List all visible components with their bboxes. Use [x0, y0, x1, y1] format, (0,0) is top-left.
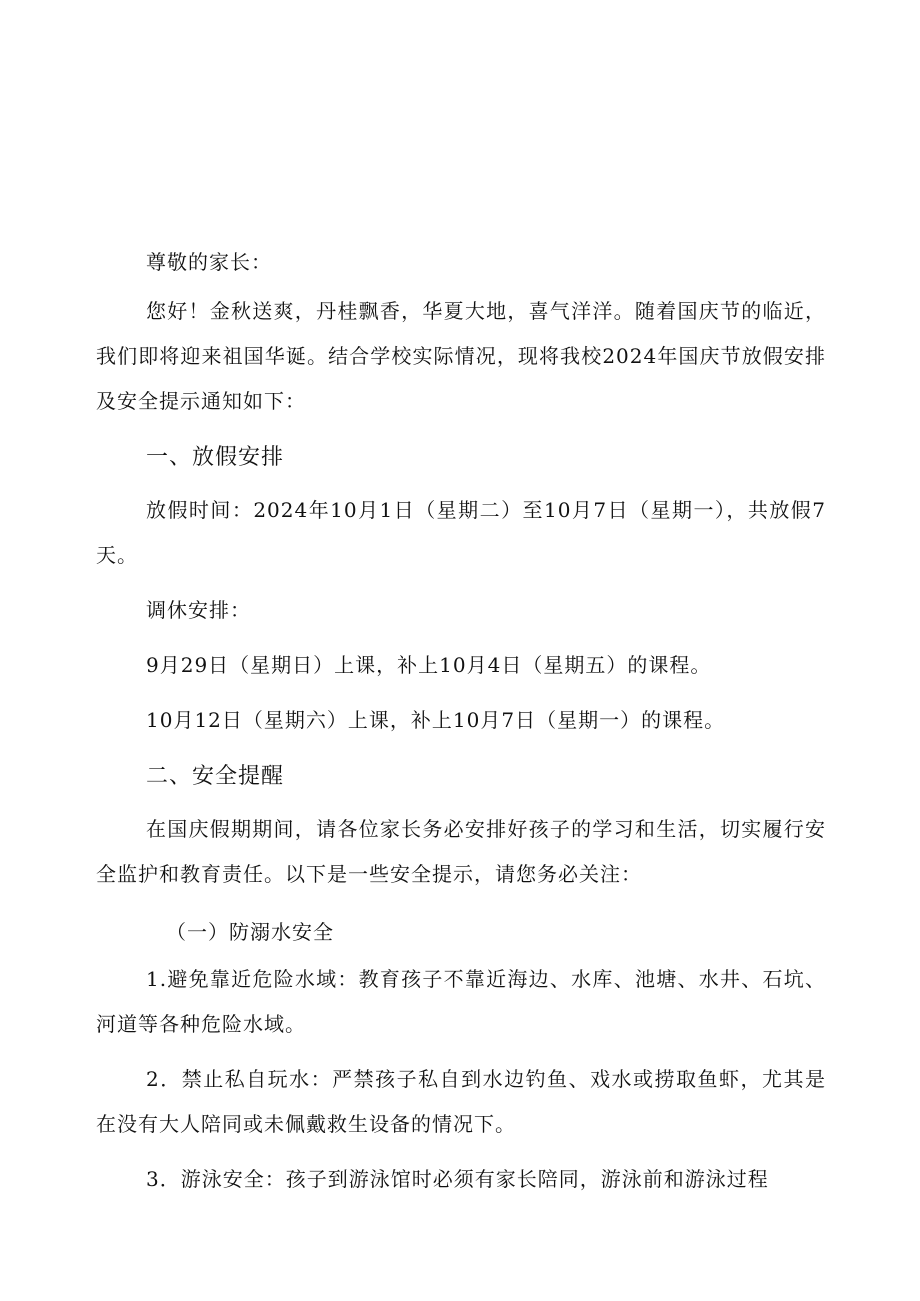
subsection-heading-drowning: （一）防溺水安全: [166, 920, 334, 944]
list-item-2: 2．禁止私自玩水：严禁孩子私自到水边钓鱼、戏水或捞取鱼虾，尤其是在没有大人陪同或未佩戴救生设备的情况下。: [96, 1067, 826, 1136]
intro-paragraph: 您好！金秋送爽，丹桂飘香，华夏大地，喜气洋洋。随着国庆节的临近，我们即将迎来祖国华诞。结合学校实际情况，现将我校2024年国庆节放假安排及安全提示通知如下：: [96, 299, 826, 413]
makeup-title: 调休安排：: [146, 598, 251, 622]
section-heading-holiday: 一、放假安排: [146, 445, 285, 470]
makeup-item-1: 9月29日（星期日）上课，补上10月4日（星期五）的课程。: [146, 653, 712, 677]
salutation: 尊敬的家长：: [146, 250, 272, 274]
list-item-3: 3．游泳安全：孩子到游泳馆时必须有家长陪同，游泳前和游泳过程: [146, 1167, 769, 1191]
section-heading-safety: 二、安全提醒: [146, 764, 285, 789]
safety-intro-paragraph: 在国庆假期期间，请各位家长务必安排好孩子的学习和生活，切实履行安全监护和教育责任。以下是一些安全提示，请您务必关注：: [96, 817, 826, 886]
makeup-item-2: 10月12日（星期六）上课，补上10月7日（星期一）的课程。: [146, 708, 726, 732]
list-item-1: 1.避免靠近危险水域：教育孩子不靠近海边、水库、池塘、水井、石坑、河道等各种危险水域。: [96, 967, 826, 1036]
holiday-time-paragraph: 放假时间：2024年10月1日（星期二）至10月7日（星期一），共放假7天。: [96, 498, 826, 567]
letter-body: [96, 240, 826, 1202]
